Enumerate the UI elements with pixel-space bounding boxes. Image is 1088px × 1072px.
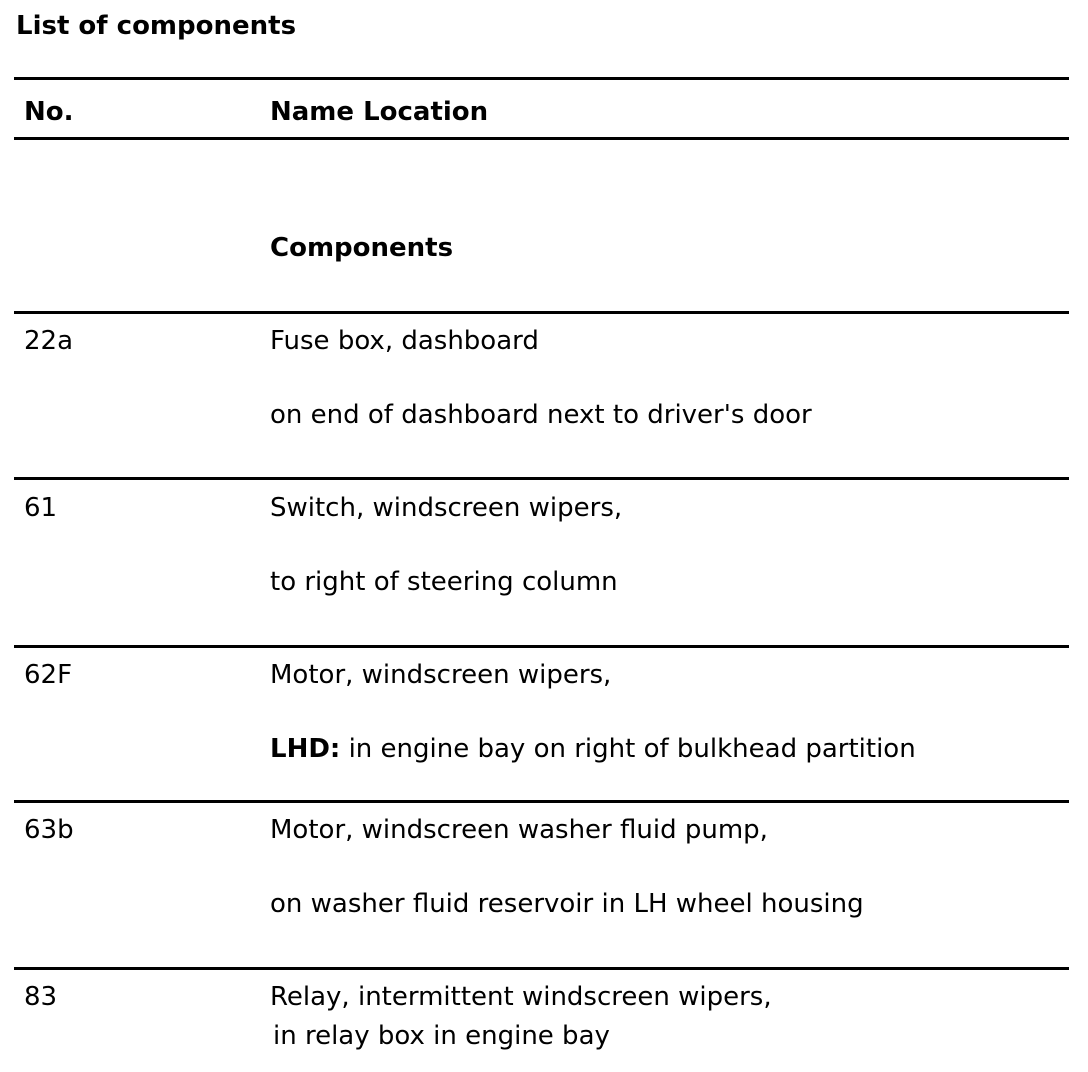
row-number: 61: [24, 493, 58, 523]
row-location: on washer fluid reservoir in LH wheel housing: [270, 889, 864, 919]
row-name: Relay, intermittent windscreen wipers,: [270, 982, 772, 1012]
row-divider: [14, 800, 1069, 803]
row-name: Switch, windscreen wipers,: [270, 493, 623, 523]
header-bottom-rule: [14, 137, 1069, 140]
row-location: [270, 731, 916, 767]
row-location: in relay box in engine bay: [273, 1021, 610, 1051]
row-location: on end of dashboard next to driver's door: [270, 400, 812, 430]
row-number: 63b: [24, 815, 74, 845]
row-name: Fuse box, dashboard: [270, 326, 539, 356]
header-name-location-label: Name Location: [270, 97, 489, 127]
header-no-label: No.: [24, 97, 74, 127]
row-location-text: in engine bay on right of bulkhead partition: [340, 734, 916, 764]
row-divider: [14, 477, 1069, 480]
row-number: 22a: [24, 326, 74, 356]
header-top-rule: [14, 77, 1069, 80]
section-heading: Components: [270, 233, 454, 263]
row-number: 83: [24, 982, 58, 1012]
row-number: 62F: [24, 660, 73, 690]
row-divider: [14, 967, 1069, 970]
row-name: Motor, windscreen washer fluid pump,: [270, 815, 768, 845]
row-location: to right of steering column: [270, 567, 618, 597]
row-location-prefix: LHD:: [270, 734, 341, 764]
row-name: Motor, windscreen wipers,: [270, 660, 612, 690]
row-divider: [14, 645, 1069, 648]
document-title: List of components: [16, 11, 297, 41]
section-rule: [14, 311, 1069, 314]
